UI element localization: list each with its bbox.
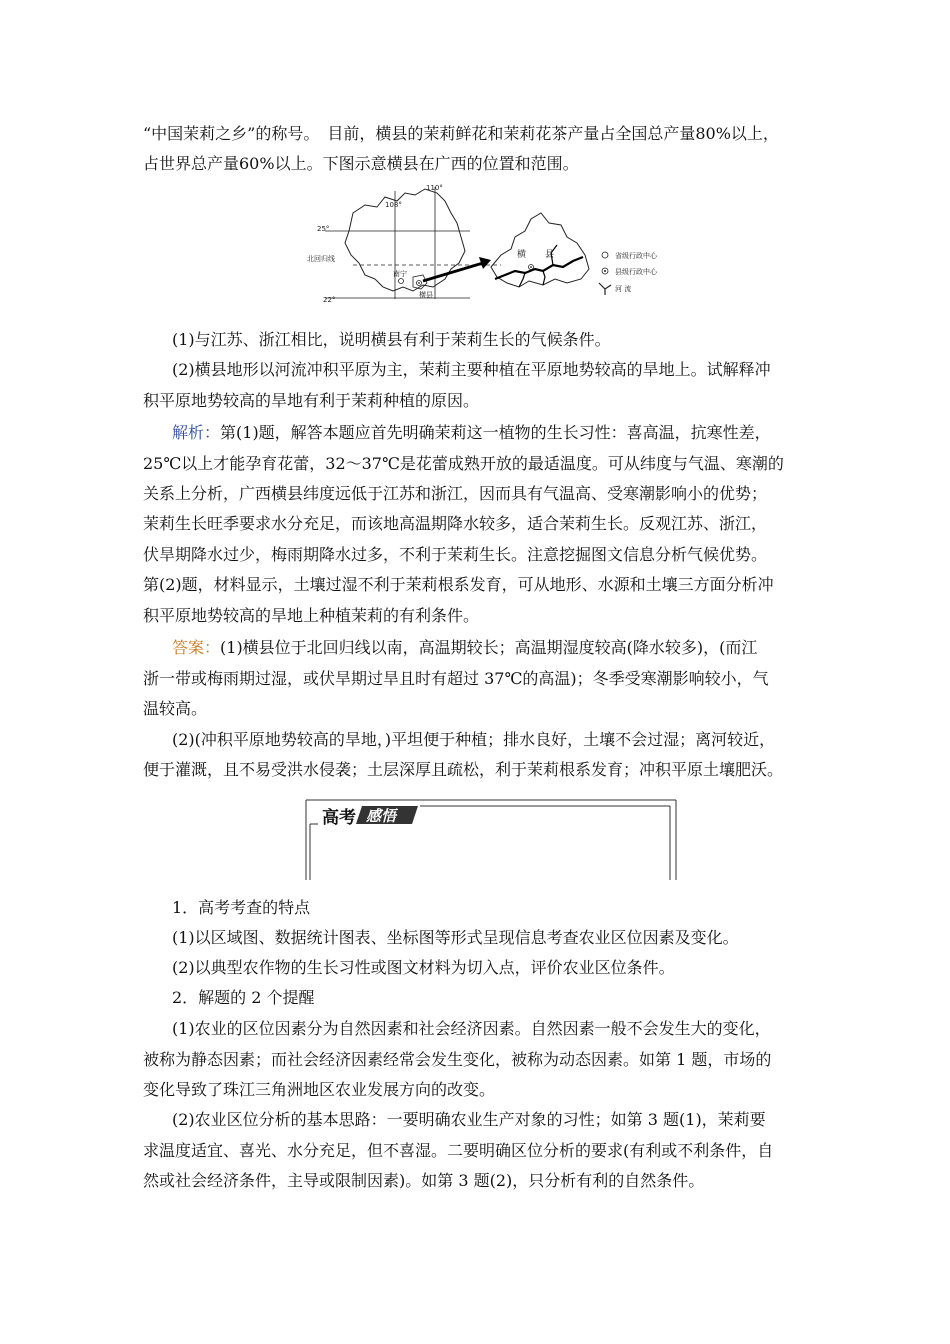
lat-25-label: 25° bbox=[317, 225, 330, 233]
nanning-marker bbox=[399, 279, 404, 284]
hengxian-small-label: 横县 bbox=[419, 291, 433, 299]
banner-title-left: 高考 bbox=[322, 808, 356, 828]
analysis-line: 伏旱期降水过少，梅雨期降水过多，不利于茉莉生长。注意挖掘图文信息分析气候优势。 bbox=[143, 545, 768, 564]
insight-paragraph: (2)以典型农作物的生长习性或图文材料为切入点，评价农业区位条件。 bbox=[172, 958, 675, 977]
legend-label: 县级行政中心 bbox=[615, 268, 657, 276]
banner-title-right: 感悟 bbox=[366, 807, 397, 825]
insight-paragraph: 变化导致了珠江三角洲地区农业发展方向的改变。 bbox=[143, 1080, 496, 1099]
insight-heading: 2．解题的 2 个提醒 bbox=[172, 988, 315, 1007]
insight-heading: 1．高考考查的特点 bbox=[172, 898, 311, 917]
insight-paragraph: (1)以区域图、数据统计图表、坐标图等形式呈现信息考查农业区位因素及变化。 bbox=[172, 928, 739, 947]
question-1: (1)与江苏、浙江相比，说明横县有利于茉莉生长的气候条件。 bbox=[172, 330, 611, 349]
answer-line: 便于灌溉，且不易受洪水侵袭；土层深厚且疏松，利于茉莉根系发育；冲积平原土壤肥沃。 bbox=[143, 760, 784, 779]
gaokao-ganwu-banner bbox=[300, 794, 680, 884]
legend-label: 省级行政中心 bbox=[615, 252, 657, 260]
answer-line: (2)(冲积平原地势较高的旱地，)平坦便于种植；排水良好，土壤不会过湿；离河较近， bbox=[172, 730, 776, 749]
answer-line: 温较高。 bbox=[143, 699, 208, 718]
river-main bbox=[495, 257, 583, 279]
intro-line: “中国茉莉之乡”的称号。 目前，横县的茉莉鲜花和茉莉花茶产量占全国总产量80%以上， bbox=[143, 124, 779, 143]
analysis-line: 茉莉生长旺季要求水分充足，而该地高温期降水较多，适合茉莉生长。反观江苏、浙江， bbox=[143, 514, 768, 533]
county-label-xian: 县 bbox=[545, 250, 555, 260]
question-2-line: 积平原地势较高的旱地有利于茉莉种植的原因。 bbox=[143, 391, 480, 410]
analysis-line: 25℃以上才能孕育花蕾，32～37℃是花蕾成熟开放的最适温度。可从纬度与气温、寒潮的 bbox=[143, 454, 784, 473]
circle-icon bbox=[602, 252, 608, 258]
lon-108-label: 108° bbox=[385, 201, 402, 209]
nanning-label: 南宁 bbox=[393, 270, 407, 278]
insight-paragraph: 求温度适宜、喜光、水分充足，但不喜湿。二要明确区位分析的要求(有利或不利条件，自 bbox=[143, 1141, 774, 1160]
analysis-line: 关系上分析，广西横县纬度远低于江苏和浙江，因而具有气温高、受寒潮影响小的优势； bbox=[143, 484, 768, 503]
river-icon bbox=[599, 283, 611, 295]
question-2-line: (2)横县地形以河流冲积平原为主，茉莉主要种植在平原地势较高的旱地上。试解释冲 bbox=[172, 360, 771, 379]
analysis-line: 第(2)题，材料显示，土壤过湿不利于茉莉根系发育，可从地形、水源和土壤三方面分析冲 bbox=[143, 575, 774, 594]
insight-paragraph: 然或社会经济条件，主导或限制因素)。如第 3 题(2)，只分析有利的自然条件。 bbox=[143, 1171, 705, 1190]
lon-110-label: 110° bbox=[426, 184, 443, 192]
answer-line: 浙一带或梅雨期过湿，或伏旱期过旱且时有超过 37℃的高温)；冬季受寒潮影响较小，气 bbox=[143, 669, 769, 688]
insight-paragraph: 被称为静态因素；而社会经济因素经常会发生变化，被称为动态因素。如第 1 题，市场的 bbox=[143, 1050, 772, 1069]
tropic-label: 北回归线 bbox=[307, 255, 335, 263]
guangxi-hengxian-map bbox=[305, 183, 675, 305]
analysis-line: 解析：第(1)题，解答本题应首先明确茉莉这一植物的生长习性：喜高温，抗寒性差， bbox=[172, 423, 771, 442]
zoom-arrow bbox=[423, 263, 483, 281]
county-label-heng: 横 bbox=[517, 250, 527, 260]
lat-22-label: 22° bbox=[323, 296, 336, 304]
answer-line: 答案：(1)横县位于北回归线以南，高温期较长；高温期湿度较高(降水较多)，(而江 bbox=[172, 638, 758, 657]
legend-label: 河 流 bbox=[615, 285, 632, 293]
analysis-line: 积平原地势较高的旱地上种植茉莉的有利条件。 bbox=[143, 606, 480, 625]
analysis-label: 解析： bbox=[172, 423, 221, 442]
answer-label: 答案： bbox=[172, 638, 221, 657]
insight-paragraph: (1)农业的区位因素分为自然因素和社会经济因素。自然因素一般不会发生大的变化， bbox=[172, 1019, 771, 1038]
intro-line: 占世界总产量60%以上。下图示意横县在广西的位置和范围。 bbox=[143, 154, 579, 173]
insight-paragraph: (2)农业区位分析的基本思路：一要明确农业生产对象的习性；如第 3 题(1)，茉莉要 bbox=[172, 1110, 766, 1129]
